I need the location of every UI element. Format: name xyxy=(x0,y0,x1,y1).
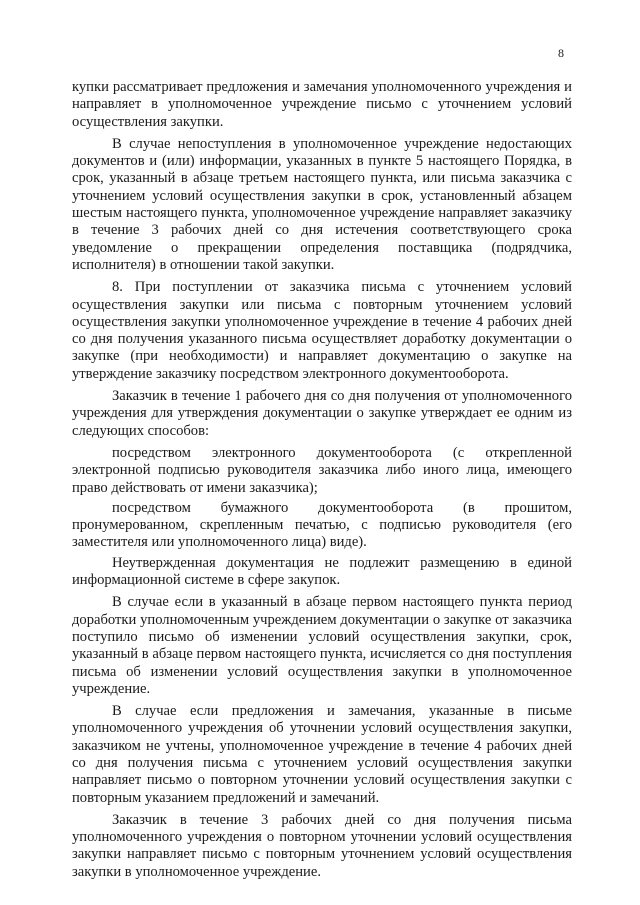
paragraph: купки рассматривает предложения и замечания уполномоченного учреждения и направляет в уполномоченное учреждение письмо с уточнением условий осуществления закупки. xyxy=(72,79,572,130)
list-item: посредством электронного документооборота (с открепленной электронной подписью руководителя заказчика либо иного лица, имеющего право действовать от имени заказчика); xyxy=(72,444,572,496)
paragraph: В случае непоступления в уполномоченное учреждение недостающих документов и (или) информации, указанных в пункте 5 настоящего Порядка, в срок, указанный в абзаце третьем настоящего пункта, или письма заказчика с уточнением условий осуществления закупки в срок, установленный абзацем шестым настоящего пункта, уполномоченное учреждение направляет заказчику в течение 3 рабочих дней со дня истечения соответствующего срока уведомление о прекращении определения поставщика (подрядчика, исполнителя) в отношении такой закупки. xyxy=(72,135,572,273)
page-number: 8 xyxy=(558,46,564,60)
list-item: посредством бумажного документооборота (в прошитом, пронумерованном, скрепленным печатью, с подписью руководителя (его заместителя или уполномоченного лица) виде). xyxy=(72,499,572,551)
paragraph: Заказчик в течение 3 рабочих дней со дня получения письма уполномоченного учреждения о повторном уточнении условий осуществления закупки направляет письмо с повторным уточнением условий осуществления закупки в уполномоченное учреждение. xyxy=(72,811,572,880)
paragraph: В случае если в указанный в абзаце первом настоящего пункта период доработки уполномоченным учреждением документации о закупке от заказчика поступило письмо об изменении условий осуществления закупки, срок, указанный в абзаце первом настоящего пункта, исчисляется со дня поступления письма об изменении условий осуществления закупки в уполномоченное учреждение. xyxy=(72,594,572,697)
paragraph: Неутвержденная документация не подлежит размещению в единой информационной системе в сфере закупок. xyxy=(72,554,572,589)
paragraph: В случае если предложения и замечания, указанные в письме уполномоченного учреждения об уточнении условий осуществления закупки, заказчиком не учтены, уполномоченное учреждение в течение 4 рабочих дней со дня получения письма с уточнением условий осуществления закупки направляет письмо о повторном уточнении условий осуществления закупки с повторным указанием предложений и замечаний. xyxy=(72,703,572,806)
paragraph: 8. При поступлении от заказчика письма с уточнением условий осуществления закупки или письма с повторным уточнением условий осуществления закупки уполномоченное учреждение в течение 4 рабочих дней со дня получения указанного письма осуществляет доработку документации о закупке (при необходимости) и направляет документацию о закупке на утверждение заказчику посредством электронного документооборота. xyxy=(72,279,572,382)
paragraph: Заказчик в течение 1 рабочего дня со дня получения от уполномоченного учреждения для утверждения документации о закупке утверждает ее одним из следующих способов: xyxy=(72,388,572,439)
document-body xyxy=(72,79,572,886)
